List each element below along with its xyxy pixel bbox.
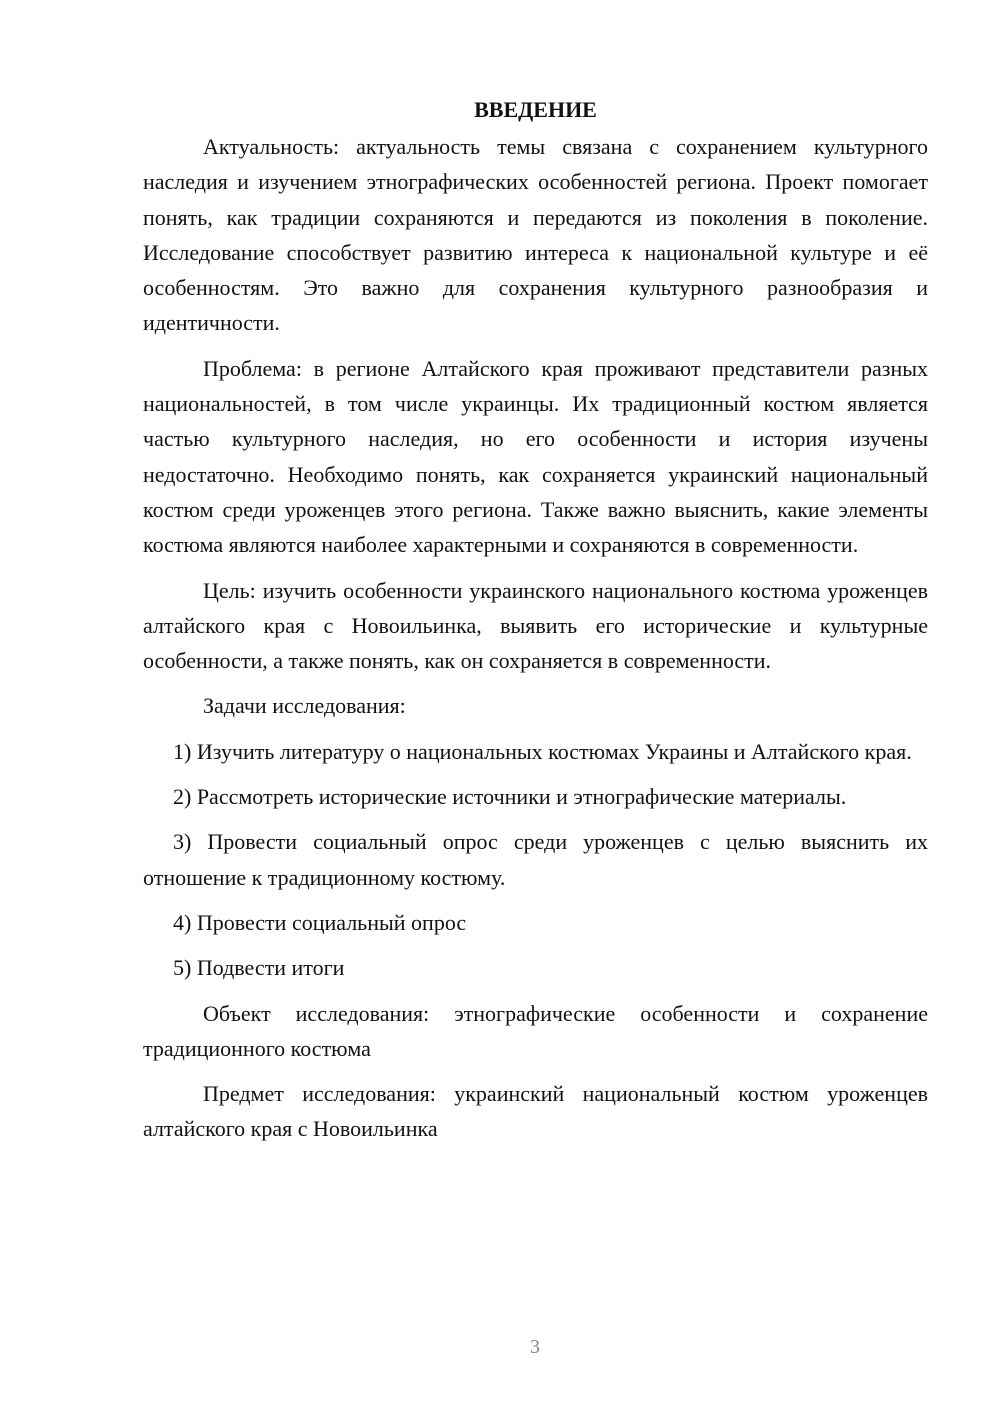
problem-paragraph: Проблема: в регионе Алтайского края проживают представители разных национальностей, в том числе украинцы. Их традиционный костюм является частью культурного наследия, но его особенности и история изучены недостаточно. Необходимо понять, как сохраняется украинский национальный костюм среди уроженцев этого региона. Также важно выяснить, какие элементы костюма являются наиболее характерными и сохраняются в современности. [143,355,928,558]
page-title: ВВЕДЕНИЕ [474,97,597,122]
task-item-3: 3) Провести социальный опрос среди уроженцев с целью выяснить их отношение к традиционному костюму. [143,829,928,890]
relevance-paragraph: Актуальность: актуальность темы связана с сохранением культурного наследия и изучением этнографических особенностей региона. Проект помогает понять, как традиции сохраняются и передаются из поколения в поколение. Исследование способствует развитию интереса к национальной культуре и её особенностям. Это важно для сохранения культурного разнообразия и идентичности. [143,134,928,336]
goal-paragraph: Цель: изучить особенности украинского национального костюма уроженцев алтайского края с Новоильинка, выявить его исторические и культурные особенности, а также понять, как он сохраняется в современности. [143,577,928,674]
task-item-5: 5) Подвести итоги [173,955,345,981]
page-number: 3 [530,1336,540,1358]
object-paragraph: Объект исследования: этнографические особенности и сохранение традиционного костюма [143,1000,928,1061]
task-item-2: 2) Рассмотреть исторические источники и этнографические материалы. [173,784,847,810]
tasks-heading: Задачи исследования: [203,693,406,719]
task-item-1: 1) Изучить литературу о национальных костюмах Украины и Алтайского края. [173,738,912,764]
task-item-4: 4) Провести социальный опрос [173,909,467,935]
subject-paragraph: Предмет исследования: украинский национальный костюм уроженцев алтайского края с Новоильинка [143,1081,928,1142]
document-body [143,92,928,1147]
